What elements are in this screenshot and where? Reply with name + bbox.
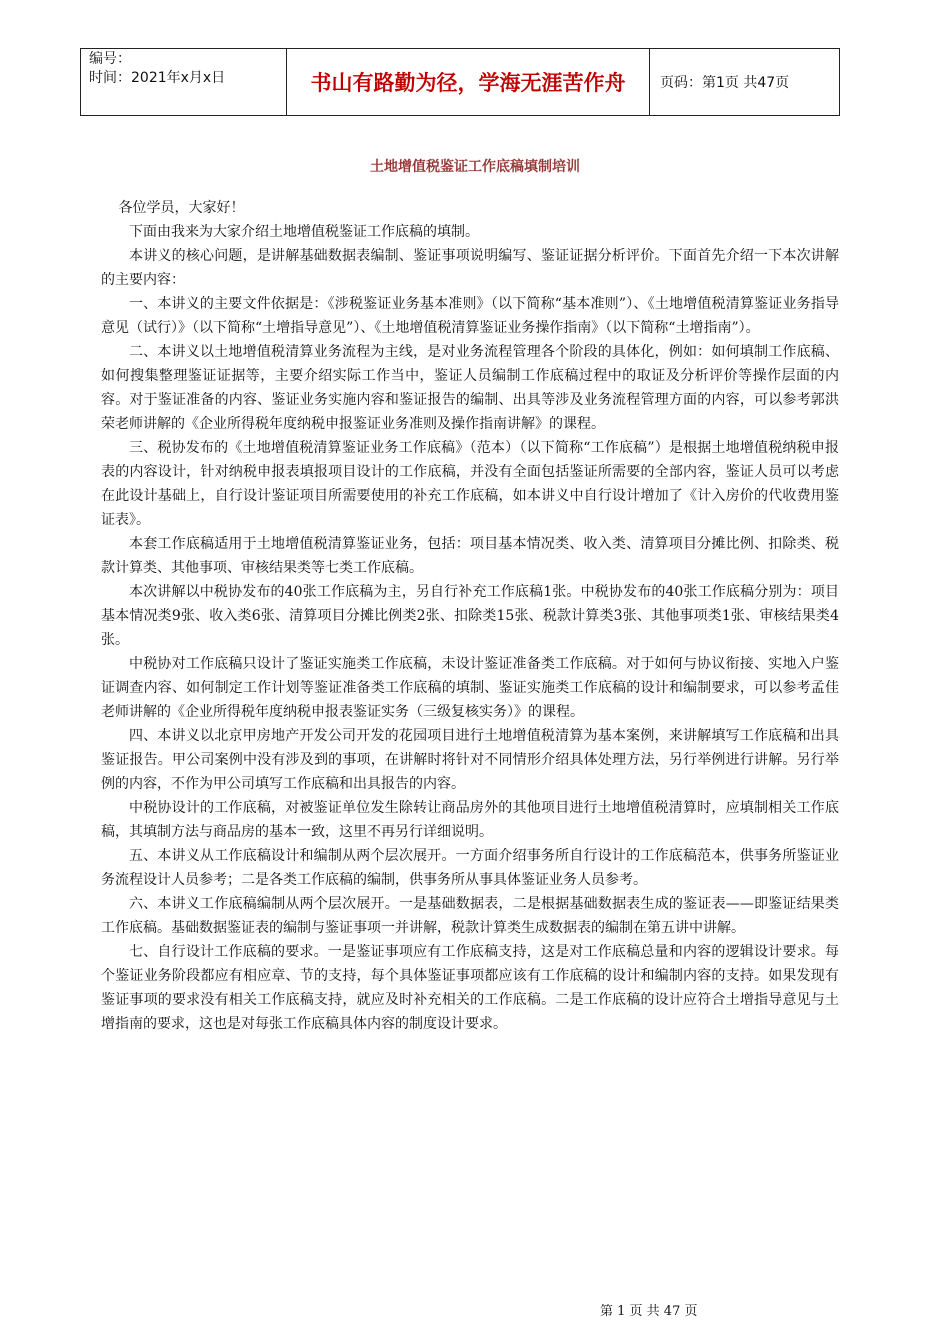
header-motto: 书山有路勤为径，学海无涯苦作舟 bbox=[287, 49, 650, 116]
paragraph: 本次讲解以中税协发布的40张工作底稿为主，另自行补充工作底稿1张。中税协发布的40张工作底稿分别为：项目基本情况类9张、收入类6张、清算项目分摊比例类2张、扣除类15张、税款计算类3张、其他事项类1张、审核结果类4张。 bbox=[101, 584, 839, 648]
footer-page-number: 第 1 页 共 47 页 bbox=[600, 1304, 698, 1319]
paragraph: 本套工作底稿适用于土地增值税清算鉴证业务，包括：项目基本情况类、收入类、清算项目分摊比例、扣除类、税款计算类、其他事项、审核结果类等七类工作底稿。 bbox=[101, 536, 839, 576]
paragraph: 六、本讲义工作底稿编制从两个层次展开。一是基础数据表，二是根据基础数据表生成的鉴证表——即鉴证结果类工作底稿。基础数据鉴证表的编制与鉴证事项一并讲解，税款计算类生成数据表的编制在第五讲中讲解。 bbox=[101, 896, 839, 936]
paragraph: 中税协设计的工作底稿，对被鉴证单位发生除转让商品房外的其他项目进行土地增值税清算时，应填制相关工作底稿，其填制方法与商品房的基本一致，这里不再另行详细说明。 bbox=[101, 800, 839, 840]
header-meta-cell bbox=[81, 49, 287, 116]
document-time-label: 时间：2021年x月x日 bbox=[89, 70, 226, 86]
paragraph: 五、本讲义从工作底稿设计和编制从两个层次展开。一方面介绍事务所自行设计的工作底稿范本，供事务所鉴证业务流程设计人员参考；二是各类工作底稿的编制，供事务所从事具体鉴证业务人员参考。 bbox=[101, 848, 839, 888]
document-number-label: 编号： bbox=[89, 51, 131, 67]
document-body bbox=[101, 196, 839, 1036]
paragraph: 二、本讲义以土地增值税清算业务流程为主线，是对业务流程管理各个阶段的具体化，例如：如何填制工作底稿、如何搜集整理鉴证证据等，主要介绍实际工作当中，鉴证人员编制工作底稿过程中的取证及分析评价等操作层面的内容。对于鉴证准备的内容、鉴证业务实施内容和鉴证报告的编制、出具等涉及业务流程管理方面的内容，可以参考郭洪荣老师讲解的《企业所得税年度纳税申报鉴证业务准则及操作指南讲解》的课程。 bbox=[101, 344, 839, 432]
paragraph: 一、本讲义的主要文件依据是：《涉税鉴证业务基本准则》（以下简称“基本准则”）、《土地增值税清算鉴证业务指导意见（试行）》（以下简称“土增指导意见”）、《土地增值税清算鉴证业务操作指南》（以下简称“土增指南”）。 bbox=[101, 296, 839, 336]
paragraph: 四、本讲义以北京甲房地产开发公司开发的花园项目进行土地增值税清算为基本案例，来讲解填写工作底稿和出具鉴证报告。甲公司案例中没有涉及到的事项，在讲解时将针对不同情形介绍具体处理方法，另行举例进行讲解。另行举例的内容，不作为甲公司填写工作底稿和出具报告的内容。 bbox=[101, 728, 839, 792]
paragraph: 各位学员，大家好！ bbox=[118, 200, 245, 216]
paragraph: 七、自行设计工作底稿的要求。一是鉴证事项应有工作底稿支持，这是对工作底稿总量和内容的逻辑设计要求。每个鉴证业务阶段都应有相应章、节的支持，每个具体鉴证事项都应该有工作底稿的设计和编制内容的支持。如果发现有鉴证事项的要求没有相关工作底稿支持，就应及时补充相关的工作底稿。二是工作底稿的设计应符合土增指导意见与土增指南的要求，这也是对每张工作底稿具体内容的制度设计要求。 bbox=[101, 944, 839, 1032]
document-header bbox=[80, 48, 840, 116]
paragraph: 中税协对工作底稿只设计了鉴证实施类工作底稿，未设计鉴证准备类工作底稿。对于如何与协议衔接、实地入户鉴证调查内容、如何制定工作计划等鉴证准备类工作底稿的填制、鉴证实施类工作底稿的设计和编制要求，可以参考孟佳老师讲解的《企业所得税年度纳税申报表鉴证实务（三级复核实务）》的课程。 bbox=[101, 656, 839, 720]
paragraph: 三、税协发布的《土地增值税清算鉴证业务工作底稿》（范本）（以下简称“工作底稿”）是根据土地增值税纳税申报表的内容设计，针对纳税申报表填报项目设计的工作底稿，并没有全面包括鉴证所需要的全部内容，鉴证人员可以考虑在此设计基础上，自行设计鉴证项目所需要使用的补充工作底稿，如本讲义中自行设计增加了《计入房价的代收费用鉴证表》。 bbox=[101, 440, 839, 528]
paragraph: 下面由我来为大家介绍土地增值税鉴证工作底稿的填制。 bbox=[129, 224, 479, 240]
paragraph: 本讲义的核心问题，是讲解基础数据表编制、鉴证事项说明编写、鉴证证据分析评价。下面首先介绍一下本次讲解的主要内容： bbox=[101, 248, 839, 288]
document-title: 土地增值税鉴证工作底稿填制培训 bbox=[370, 159, 580, 175]
header-page-info: 页码：第1页 共47页 bbox=[650, 49, 840, 116]
